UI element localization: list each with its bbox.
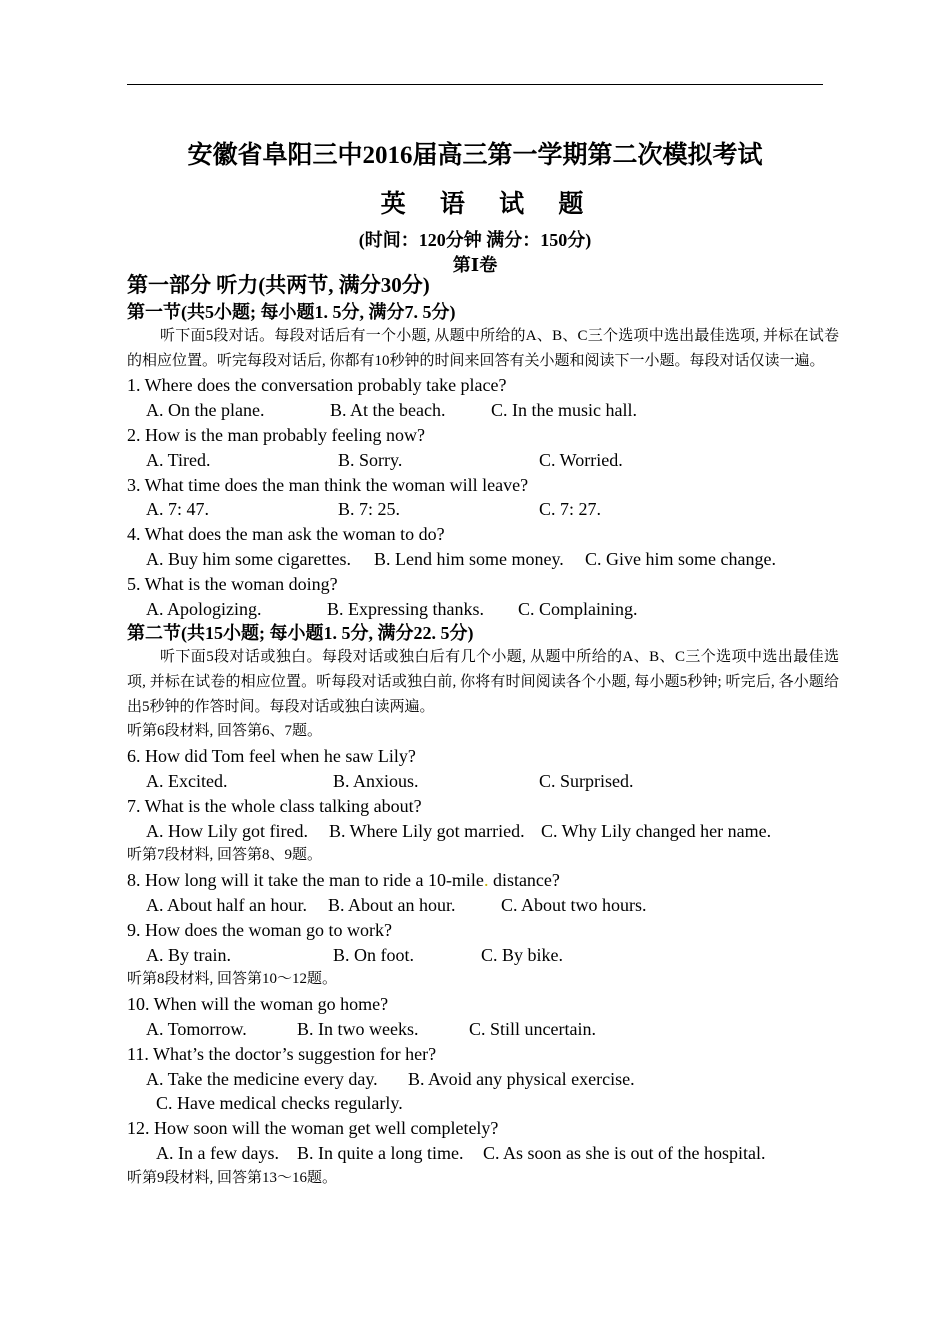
subject-title: 英 语 试 题 [380,191,598,218]
options-11 [127,1067,839,1092]
question-11: 11. What’s the doctor’s suggestion for her? [127,1043,437,1064]
option-c: C. By bike. [481,944,564,965]
option-b: B. At the beach. [330,400,446,421]
option-b: B. Sorry. [338,449,403,470]
option-b: B. About an hour. [328,895,456,916]
question-10: 10. When will the woman go home? [127,994,389,1015]
option-a: A. On the plane. [146,400,265,421]
option-b: B. In two weeks. [297,1019,419,1040]
question-5: 5. What is the woman doing? [127,573,338,594]
option-c: C. Give him some change. [585,548,776,569]
options-3 [127,497,839,522]
option-a: A. How Lily got fired. [146,820,308,841]
options-2 [127,448,839,473]
option-a: A. Tired. [146,449,211,470]
material-note: 听第8段材料, 回答第10～12题。 [127,971,338,988]
option-a: A. Buy him some cigarettes. [146,548,351,569]
option-b: B. Anxious. [333,771,419,792]
option-c: C. Have medical checks regularly. [156,1093,403,1114]
option-c: C. Complaining. [518,598,638,619]
exam-body [127,270,839,1191]
option-c: C. 7: 27. [539,499,602,520]
section-instructions: 听下面5段对话或独白。每段对话或独白后有几个小题, 从题中所给的A、B、C三个选项中选出最佳选项, 并标在试卷的相应位置。听每段对话或独白前, 你将有时间阅读各个小题, 每小题5秒钟; 听完后, 各小题给出5秒钟的作答时间。每段对话或独白读两遍。 [127,649,839,715]
material-note: 听第7段材料, 回答第8、9题。 [127,847,323,864]
option-a: A. 7: 47. [146,499,209,520]
question-12: 12. How soon will the woman get well completely? [127,1118,499,1139]
option-a: A. Apologizing. [146,598,262,619]
option-a: A. In a few days. [156,1143,279,1164]
question-6: 6. How did Tom feel when he saw Lily? [127,746,416,767]
header-rule [127,84,823,85]
option-b: B. 7: 25. [338,499,401,520]
options-8 [127,893,839,918]
option-b: B. Where Lily got married. [329,820,525,841]
option-a: A. Excited. [146,771,228,792]
option-b: B. On foot. [333,944,414,965]
options-12 [127,1141,839,1166]
option-a: A. About half an hour. [146,895,307,916]
question-1: 1. Where does the conversation probably take place? [127,375,507,396]
options-7 [127,819,839,844]
option-c: C. Why Lily changed her name. [541,820,772,841]
question-8 [127,868,839,893]
option-b: B. Avoid any physical exercise. [408,1068,635,1089]
option-c: C. Still uncertain. [469,1019,596,1040]
option-a: A. Tomorrow. [146,1019,247,1040]
volume-label: 第Ⅰ卷 [452,255,498,275]
material-note: 听第6段材料, 回答第6、7题。 [127,723,323,740]
question-7: 7. What is the whole class talking about? [127,795,422,816]
options-4 [127,547,839,572]
section-title: 第二节(共15小题; 每小题1. 5分, 满分22. 5分) [127,623,474,644]
option-b: B. Lend him some money. [374,548,564,569]
options-6 [127,769,839,794]
question-9: 9. How does the woman go to work? [127,919,392,940]
option-c: C. In the music hall. [491,400,637,421]
option-a: A. By train. [146,944,231,965]
option-b: B. Expressing thanks. [327,598,484,619]
exam-meta: (时间：120分钟 满分：150分) [358,230,592,250]
question-3: 3. What time does the man think the woman will leave? [127,474,529,495]
question-8-text: 8. How long will it take the man to ride a 10-mile [127,870,484,891]
section-instructions: 听下面5段对话。每段对话后有一个小题, 从题中所给的A、B、C三个选项中选出最佳选项, 并标在试卷的相应位置。听完每段对话后, 你都有10秒钟的时间来回答有关小题和阅读下一小题。每段对话仅读一遍。 [127,328,839,369]
material-note: 听第9段材料, 回答第13～16题。 [127,1169,338,1186]
options-5 [127,597,839,622]
mark-dot: . [483,870,489,891]
question-8-text-end: distance? [488,870,560,891]
question-2: 2. How is the man probably feeling now? [127,425,425,445]
options-10 [127,1017,839,1042]
section-title: 第一节(共5小题; 每小题1. 5分, 满分7. 5分) [127,302,456,322]
options-1 [127,398,839,423]
option-c: C. About two hours. [501,895,647,916]
options-11-continued [127,1091,839,1116]
option-c: C. Surprised. [539,771,634,792]
option-a: A. Take the medicine every day. [146,1068,378,1089]
option-b: B. In quite a long time. [297,1143,464,1164]
option-c: C. Worried. [539,449,623,470]
option-c: C. As soon as she is out of the hospital. [483,1143,766,1164]
exam-title: 安徽省阜阳三中2016届高三第一学期第二次模拟考试 [187,142,763,169]
question-4: 4. What does the man ask the woman to do? [127,524,445,545]
part-title: 第一部分 听力(共两节, 满分30分) [127,273,430,297]
options-9 [127,943,839,968]
